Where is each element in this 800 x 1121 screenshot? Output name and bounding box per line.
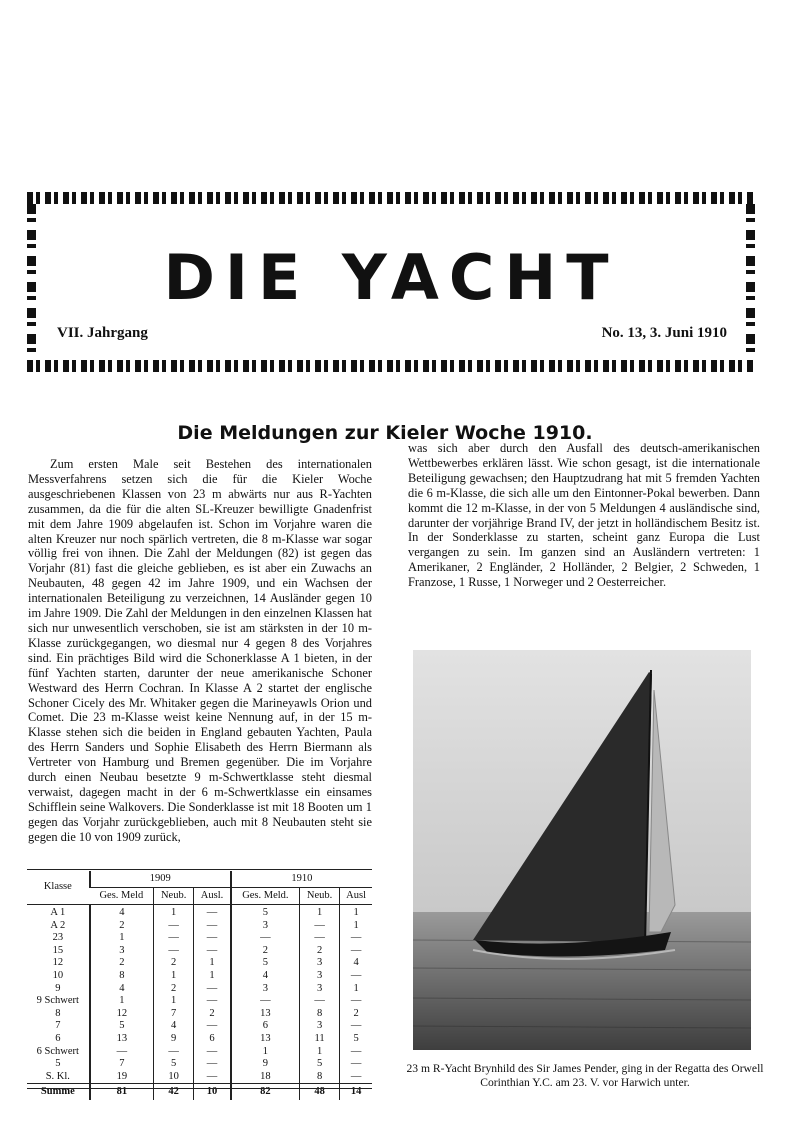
table-cell: — [340, 932, 372, 945]
table-cell: 3 [299, 983, 339, 996]
table-cell: 12 [90, 1008, 154, 1021]
subheader: Neub. [154, 888, 194, 905]
table-cell: 9 [154, 1033, 194, 1046]
table-cell: 3 [231, 920, 300, 933]
article-paragraph: Zum ersten Male seit Bestehen des internationalen Messverfahrens setzen sich die für die Kieler Woche ausgeschriebenen Klassen von 23 m abwärts nur aus R-Yachten zusammen, da die für die alten SL-Kreuzer bewilligte Gnadenfrist mit dem Jahre 1909 abgelaufen ist. Schon im Vorjahre waren die alten Kreuzer nur noch spärlich vertreten, die 8 m-Klasse war sogar völlig frei von ihnen. Die Zahl der Meldungen (82) ist gegen das Vorjahr (81) fast die gleiche geblieben, es ist aber ein Zuwachs an Neubauten, 48 gegen 42 im Jahre 1909, und ein Wachsen der internationalen Beteiligung zu verzeichnen, 14 Ausländer gegen 10 im Jahre 1909. Die Zahl der Meldungen in den einzelnen Klassen hat sich nur unwesentlich verschoben, sie ist am stärksten in der 10 m-Klasse zurückgegangen, wo diesmal nur 4 gegen 8 des Vorjahres sind. Ein prächtiges Bild wird die Schonerklasse A 1 bieten, in der fünf Yachten starten, darunter der neue amerikanische Schoner Westward des Herrn Cochran. In Klasse A 2 startet der englische Schoner Cicely des Mr. Whitaker gegen die Marineyawls Orion und Comet. Die 23 m-Klasse weist keine Nennung auf, in der 15 m-Klasse stehen sich die beiden in England gebauten Yachten, Paula des Herrn Sanders und Sophie Elisabeth des Herrn Biermann als Vertreter von Hamburg und Bremen gegenüber. Die im Vorjahre durch einen Neubau besetzte 9 m-Schwertklasse steht diesmal verwaist, dagegen macht in der 6 m-Schwertklasse ein einsames Schifflein seine Walkovers. Die Sonderklasse ist mit 18 Booten um 1 gegen das Vorjahr zurückgeblieben, auch mit 8 Neubauten steht sie gegen die 10 von 1909 zurück, [28, 457, 372, 844]
subheader: Ges. Meld [90, 888, 154, 905]
table-cell: — [340, 1058, 372, 1071]
table-cell: 6 [194, 1033, 231, 1046]
table-cell: 10 [194, 1084, 231, 1101]
table-cell: 5 [90, 1020, 154, 1033]
klasse-cell: S. Kl. [45, 1070, 70, 1082]
table-cell: 19 [90, 1071, 154, 1084]
table-cell: 3 [299, 1020, 339, 1033]
table-cell: 5 [299, 1058, 339, 1071]
article-column-right [408, 441, 760, 590]
table-cell: 14 [340, 1084, 372, 1101]
article-paragraph: was sich aber durch den Ausfall des deutsch-amerikanischen Wettbewerbes erklären lässt. Wie schon gesagt, ist die internationale Beteiligung gewachsen; den Hauptzudrang hat mit 5 fremden Yachten die 6 m-Klasse, die sich alle um den Eintonner-Pokal bewerben. Dann kommt die 12 m-Klasse, in der von 5 Meldungen 4 ausländische sind, darunter der vorjährige Brand IV, der jetzt in holländischem Besitz ist. In der Sonderklasse zu starten, scheint ganz Europa die Lust vergangen zu sein. Im ganzen sind an Ausländern vertreten: 1 Amerikaner, 2 Engländer, 2 Holländer, 2 Belgier, 2 Schweden, 1 Franzose, 1 Russe, 1 Norweger und 2 Oesterreicher. [408, 441, 760, 590]
klasse-cell: A 1 [50, 907, 66, 918]
table-cell: 7 [90, 1058, 154, 1071]
article-column-left [28, 457, 372, 845]
klasse-cell: 8 [55, 1007, 61, 1019]
klasse-header: Klasse [27, 871, 90, 905]
table-cell: — [194, 1071, 231, 1084]
table-cell: 11 [299, 1033, 339, 1046]
table-cell: 3 [299, 957, 339, 970]
klasse-cell: 7 [55, 1020, 61, 1032]
klasse-cell: 6 [55, 1032, 61, 1044]
table-cell: 1 [154, 995, 194, 1008]
table-cell: 4 [90, 905, 154, 920]
table-cell: 5 [154, 1058, 194, 1071]
ornament-border-top [27, 192, 755, 204]
journal-title: DIE YACHT [163, 241, 619, 314]
table-cell: 4 [340, 957, 372, 970]
table-cell: 1 [154, 905, 194, 920]
table-cell: — [194, 983, 231, 996]
table-cell: — [340, 1020, 372, 1033]
table-cell: 2 [194, 1008, 231, 1021]
table-cell: — [194, 1020, 231, 1033]
table-cell: 8 [90, 970, 154, 983]
table-cell: — [194, 1046, 231, 1059]
table-cell: 2 [299, 945, 339, 958]
table-cell: 2 [154, 957, 194, 970]
table-cell: 5 [340, 1033, 372, 1046]
table-cell: 4 [90, 983, 154, 996]
table-cell: 4 [231, 970, 300, 983]
table-cell: — [340, 995, 372, 1008]
year-header-1909: 1909 [90, 871, 231, 888]
table-cell: — [194, 932, 231, 945]
table-cell: 1 [299, 1046, 339, 1059]
table-cell: 1 [194, 957, 231, 970]
table-cell: 1 [299, 905, 339, 920]
year-header-1910: 1910 [231, 871, 372, 888]
table-cell: 4 [154, 1020, 194, 1033]
table-cell: 18 [231, 1071, 300, 1084]
table-cell: — [231, 932, 300, 945]
table-cell: — [154, 1046, 194, 1059]
table-cell: — [154, 932, 194, 945]
table-cell: 13 [90, 1033, 154, 1046]
table-cell: — [194, 1058, 231, 1071]
table-cell: 2 [90, 957, 154, 970]
subheader: Ges. Meld. [231, 888, 300, 905]
table-cell: 7 [154, 1008, 194, 1021]
table-cell: — [194, 945, 231, 958]
table-cell: — [340, 945, 372, 958]
table-cell: 5 [231, 905, 300, 920]
article-title: Die Meldungen zur Kieler Woche 1910. [177, 422, 593, 444]
klasse-cell: 23 [52, 932, 64, 944]
subheader: Ausl [340, 888, 372, 905]
table-cell: 8 [299, 1071, 339, 1084]
table-cell: 3 [90, 945, 154, 958]
table-cell: — [299, 995, 339, 1008]
table-cell: — [340, 970, 372, 983]
table-cell: — [154, 945, 194, 958]
table-cell: — [154, 920, 194, 933]
klasse-cell: 6 Schwert [36, 1045, 79, 1057]
subheader: Neub. [299, 888, 339, 905]
table-cell: 1 [90, 932, 154, 945]
photo-caption: 23 m R-Yacht Brynhild des Sir James Pender, ging in der Regatta des Orwell Corinthian Y.C. am 23. V. vor Harwich unter. [406, 1062, 764, 1089]
table-cell: 9 [231, 1058, 300, 1071]
table-cell: 2 [90, 920, 154, 933]
table-cell: 2 [154, 983, 194, 996]
klasse-cell: 9 Schwert [36, 995, 79, 1007]
klasse-cell: A 2 [50, 919, 66, 931]
table-cell: 3 [231, 983, 300, 996]
table-cell: — [90, 1046, 154, 1059]
table-cell: 1 [90, 995, 154, 1008]
table-cell: 82 [231, 1084, 300, 1101]
total-label: Summe [27, 1084, 90, 1101]
table-cell: 2 [231, 945, 300, 958]
klasse-cell: 15 [52, 944, 64, 956]
table-cell: 10 [154, 1071, 194, 1084]
table-cell: — [340, 1046, 372, 1059]
table-cell: — [340, 1071, 372, 1084]
klasse-cell: 12 [52, 957, 64, 969]
table-cell: 1 [154, 970, 194, 983]
ornament-border-bottom [27, 360, 755, 372]
table-cell: 42 [154, 1084, 194, 1101]
table-cell: 48 [299, 1084, 339, 1101]
table-cell: — [194, 905, 231, 920]
table-cell: 13 [231, 1008, 300, 1021]
table-cell: — [299, 920, 339, 933]
table-cell: 5 [231, 957, 300, 970]
volume-label: VII. Jahrgang [57, 325, 148, 341]
table-cell: 8 [299, 1008, 339, 1021]
table-cell: 81 [90, 1084, 154, 1101]
klasse-cell: 10 [52, 969, 64, 981]
masthead [27, 192, 755, 372]
klasse-cell: 5 [55, 1058, 61, 1070]
table-frame [27, 869, 372, 1089]
yacht-photo [413, 650, 751, 1050]
table-cell: 1 [340, 983, 372, 996]
issue-date: No. 13, 3. Juni 1910 [601, 325, 727, 341]
table-cell: 6 [231, 1020, 300, 1033]
table-cell: 1 [340, 905, 372, 920]
table-cell: — [194, 920, 231, 933]
table-cell: — [299, 932, 339, 945]
table-cell: 1 [231, 1046, 300, 1059]
sailing-yacht-image [413, 650, 751, 1050]
table-cell: 1 [194, 970, 231, 983]
table-cell: — [231, 995, 300, 1008]
table-cell: 13 [231, 1033, 300, 1046]
table-cell: 1 [340, 920, 372, 933]
table-cell: — [194, 995, 231, 1008]
subheader: Ausl. [194, 888, 231, 905]
table-cell: 2 [340, 1008, 372, 1021]
klasse-cell: 9 [55, 982, 61, 994]
table-cell: 3 [299, 970, 339, 983]
